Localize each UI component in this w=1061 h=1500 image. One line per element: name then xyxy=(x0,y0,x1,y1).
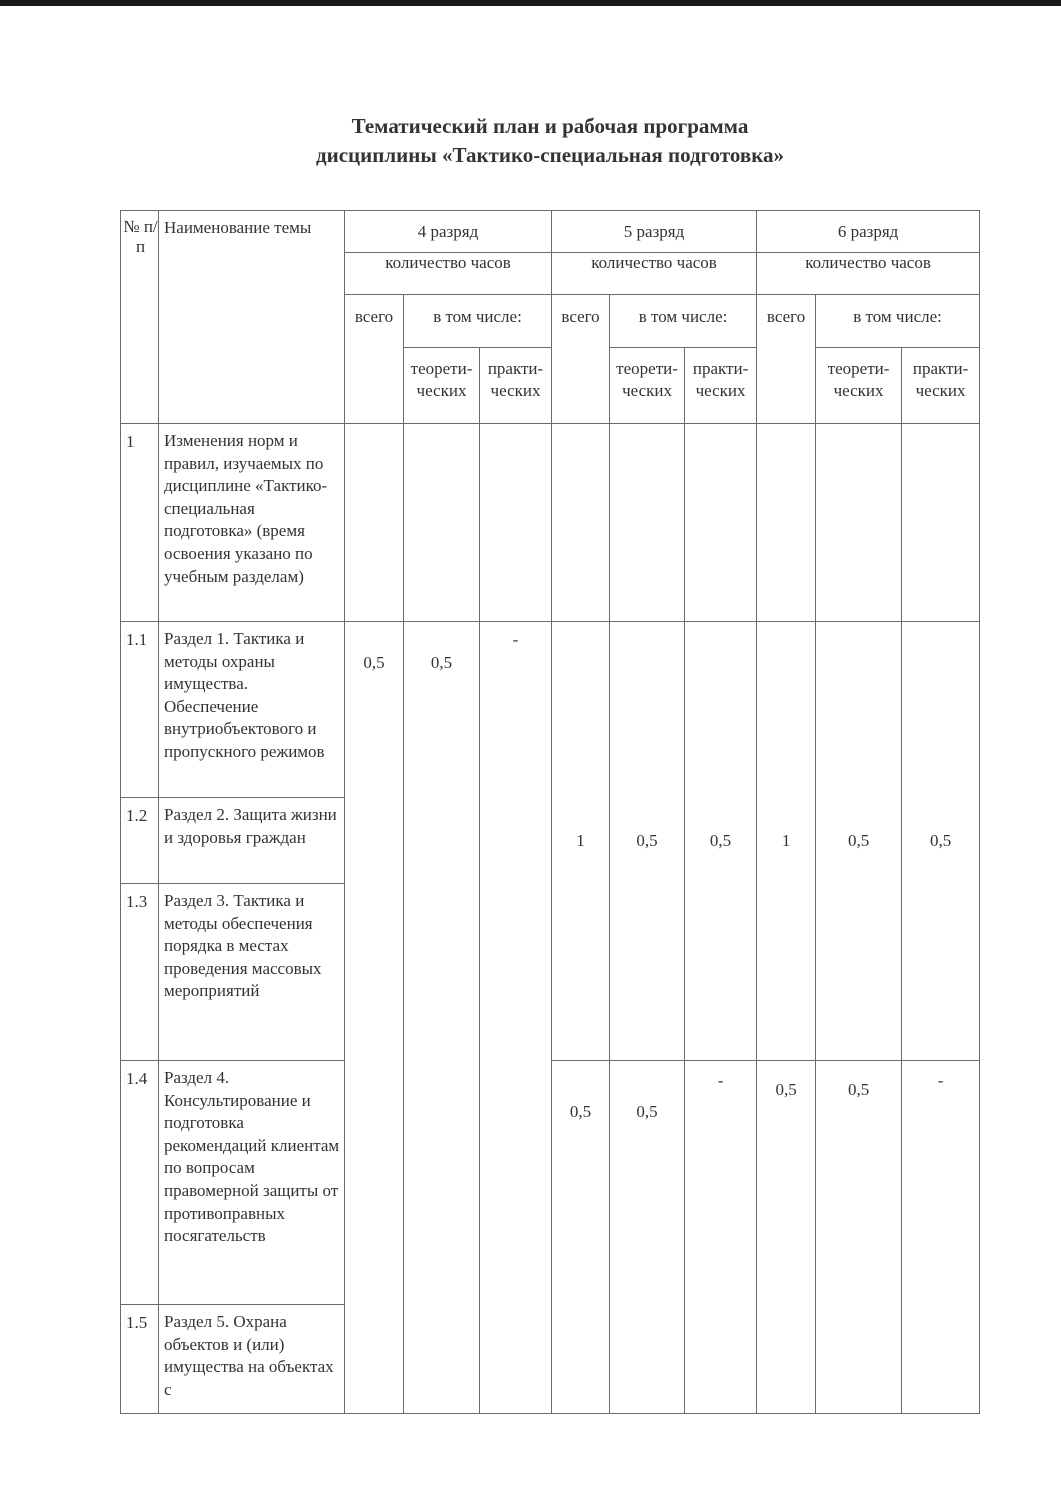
grade4-theory-value: 0,5 xyxy=(404,622,480,1414)
header-hours-5: количество часов xyxy=(552,253,757,295)
header-grade-5: 5 разряд xyxy=(552,211,757,253)
header-practice-4: практи-ческих xyxy=(480,348,552,424)
header-total-6: всего xyxy=(757,295,816,424)
row-num: 1.2 xyxy=(121,798,159,884)
scan-top-edge xyxy=(0,0,1061,6)
grade6-theory-value-a: 0,5 xyxy=(816,622,902,1061)
header-practice-6: практи-ческих xyxy=(902,348,980,424)
grade6-practice-value-b: - xyxy=(902,1061,980,1414)
row-num: 1.4 xyxy=(121,1061,159,1305)
title-line-1: Тематический план и рабочая программа xyxy=(351,114,749,138)
empty-cell xyxy=(345,424,404,622)
header-name: Наименование темы xyxy=(159,211,345,424)
row-name: Изменения норм и правил, изучаемых по дисциплине «Тактико-специальная подготовка» (время освоения указано по учебным разделам) xyxy=(159,424,345,622)
header-grade-6: 6 разряд xyxy=(757,211,980,253)
title-line-2: дисциплины «Тактико-специальная подготовка» xyxy=(316,143,784,167)
row-num: 1.1 xyxy=(121,622,159,798)
empty-cell xyxy=(757,424,816,622)
grade5-practice-value-b: - xyxy=(685,1061,757,1414)
empty-cell xyxy=(480,424,552,622)
empty-cell xyxy=(685,424,757,622)
row-name: Раздел 2. Защита жизни и здоровья граждан xyxy=(159,798,345,884)
row-num: 1.5 xyxy=(121,1305,159,1414)
grade5-total-value-b: 0,5 xyxy=(552,1061,610,1414)
header-theory-4: теорети-ческих xyxy=(404,348,480,424)
grade4-practice-value: - xyxy=(480,622,552,1414)
grade6-practice-value-a: 0,5 xyxy=(902,622,980,1061)
thematic-plan-table xyxy=(120,210,980,1414)
row-num: 1.3 xyxy=(121,884,159,1061)
grade5-practice-value-a: 0,5 xyxy=(685,622,757,1061)
grade4-total-value: 0,5 xyxy=(345,622,404,1414)
header-hours-6: количество часов xyxy=(757,253,980,295)
table-row xyxy=(121,424,980,622)
empty-cell xyxy=(816,424,902,622)
header-including-4: в том числе: xyxy=(404,295,552,348)
empty-cell xyxy=(610,424,685,622)
row-name: Раздел 3. Тактика и методы обеспечения порядка в местах проведения массовых мероприятий xyxy=(159,884,345,1061)
grade5-total-value-a: 1 xyxy=(552,622,610,1061)
grade6-total-value-a: 1 xyxy=(757,622,816,1061)
header-theory-6: теорети-ческих xyxy=(816,348,902,424)
document-title xyxy=(0,112,1061,170)
header-grade-4: 4 разряд xyxy=(345,211,552,253)
empty-cell xyxy=(404,424,480,622)
header-including-6: в том числе: xyxy=(816,295,980,348)
empty-cell xyxy=(902,424,980,622)
grade5-theory-value-a: 0,5 xyxy=(610,622,685,1061)
table-row xyxy=(121,622,980,798)
header-total-4: всего xyxy=(345,295,404,424)
header-including-5: в том числе: xyxy=(610,295,757,348)
grade6-theory-value-b: 0,5 xyxy=(816,1061,902,1414)
row-name: Раздел 4. Консультирование и подготовка рекомендаций клиентам по вопросам правомерной защиты от противоправных посягательств xyxy=(159,1061,345,1305)
row-name: Раздел 1. Тактика и методы охраны имущества. Обеспечение внутриобъектового и пропускного режимов xyxy=(159,622,345,798)
header-practice-5: практи-ческих xyxy=(685,348,757,424)
header-num: № п/п xyxy=(121,211,159,424)
header-theory-5: теорети-ческих xyxy=(610,348,685,424)
header-total-5: всего xyxy=(552,295,610,424)
row-num: 1 xyxy=(121,424,159,622)
row-name: Раздел 5. Охрана объектов и (или) имущества на объектах с xyxy=(159,1305,345,1414)
empty-cell xyxy=(552,424,610,622)
grade6-total-value-b: 0,5 xyxy=(757,1061,816,1414)
grade5-theory-value-b: 0,5 xyxy=(610,1061,685,1414)
header-hours-4: количество часов xyxy=(345,253,552,295)
